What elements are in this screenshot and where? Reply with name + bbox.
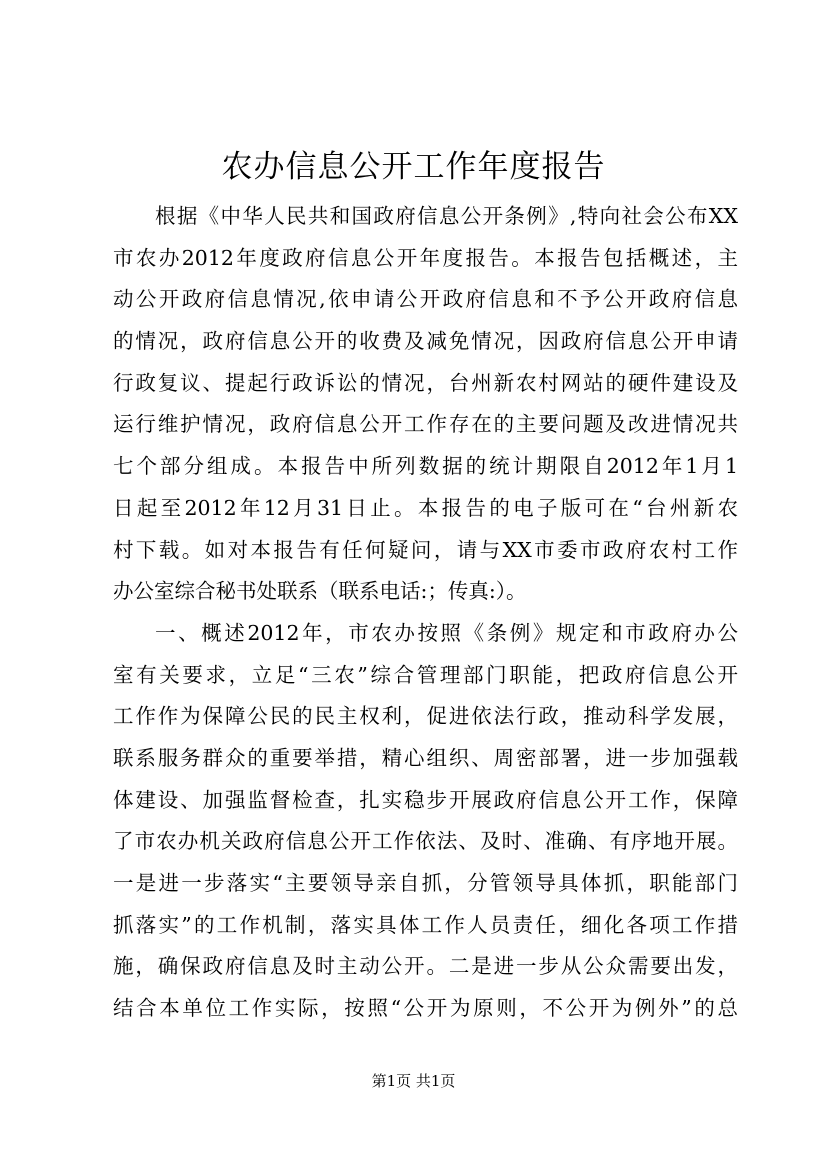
text-line: 联系服务群众的重要举措，精心组织、周密部署，进一步加强载 (113, 745, 738, 770)
text-line: 施，确保政府信息及时主动公开。二是进一步从公众需要出发， (113, 954, 738, 979)
text-line: 一、概述2012年，市农办按照《条例》规定和市政府办公 (155, 620, 738, 645)
text-line: 七个部分组成。本报告中所列数据的统计期限自2012年1月1 (113, 454, 738, 479)
text-line: 行政复议、提起行政诉讼的情况，台州新农村网站的硬件建设及 (113, 370, 738, 395)
text-line: 工作作为保障公民的民主权利，促进依法行政，推动科学发展， (113, 704, 738, 729)
text-line: 根据《中华人民共和国政府信息公开条例》,特向社会公布XX (155, 204, 738, 228)
text-line: 市农办2012年度政府信息公开年度报告。本报告包括概述，主 (113, 245, 738, 270)
text-line: 了市农办机关政府信息公开工作依法、及时、准确、有序地开展。 (113, 829, 738, 854)
text-line: 室有关要求，立足“三农”综合管理部门职能，把政府信息公开 (113, 662, 738, 687)
text-line: 结合本单位工作实际，按照“公开为原则，不公开为例外”的总 (113, 996, 738, 1021)
text-line: 村下载。如对本报告有任何疑问，请与XX市委市政府农村工作 (113, 537, 738, 562)
document-title: 农办信息公开工作年度报告 (221, 149, 606, 185)
text-line: 办公室综合秘书处联系（联系电话:；传真:）。 (113, 579, 527, 604)
text-line: 运行维护情况，政府信息公开工作存在的主要问题及改进情况共 (113, 412, 738, 437)
text-line: 的情况，政府信息公开的收费及减免情况，因政府信息公开申请 (113, 329, 738, 354)
document-body (113, 196, 738, 1030)
text-line: 日起至2012年12月31日止。本报告的电子版可在“台州新农 (113, 495, 738, 520)
text-line: 体建设、加强监督检查，扎实稳步开展政府信息公开工作，保障 (113, 787, 738, 812)
page-footer: 第1页 共1页 (371, 1072, 456, 1090)
text-line: 动公开政府信息情况,依申请公开政府信息和不予公开政府信息 (113, 287, 738, 312)
text-line: 一是进一步落实“主要领导亲自抓，分管领导具体抓，职能部门 (113, 871, 738, 895)
text-line: 抓落实”的工作机制，落实具体工作人员责任，细化各项工作措 (113, 912, 738, 937)
